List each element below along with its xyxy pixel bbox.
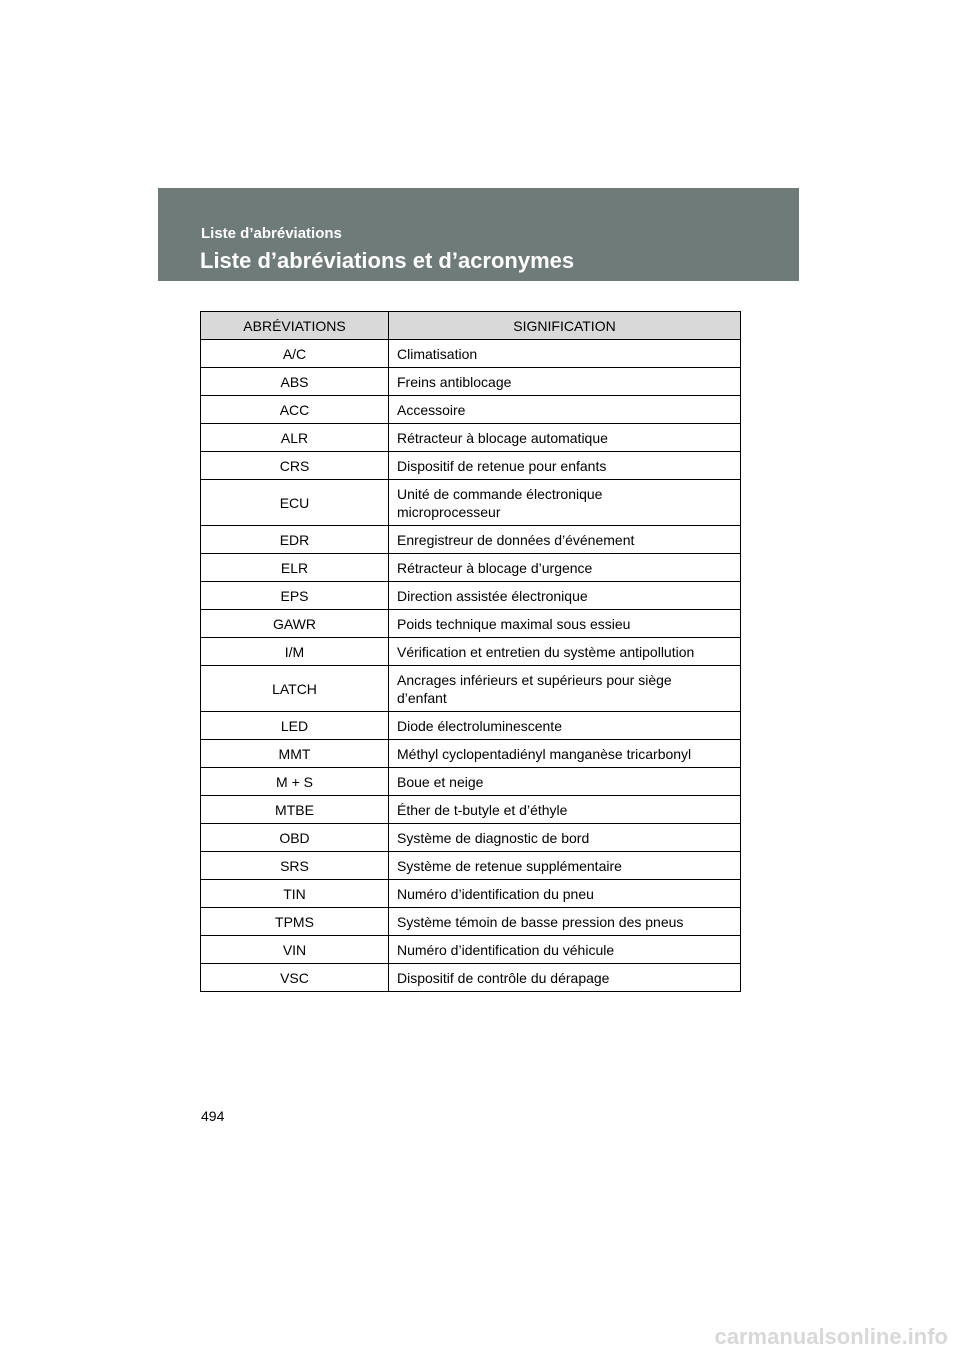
meaning-cell: Méthyl cyclopentadiényl manganèse tricarbonyl — [389, 740, 741, 768]
meaning-cell: Enregistreur de données d’événement — [389, 526, 741, 554]
table-row — [201, 824, 741, 852]
abbreviation-cell: GAWR — [201, 610, 389, 638]
abbreviation-cell: SRS — [201, 852, 389, 880]
table-row — [201, 666, 741, 712]
column-header-signification: SIGNIFICATION — [389, 312, 741, 340]
meaning-cell: Rétracteur à blocage automatique — [389, 424, 741, 452]
table-row — [201, 526, 741, 554]
page-number: 494 — [201, 1108, 225, 1124]
abbreviation-cell: MMT — [201, 740, 389, 768]
abbreviation-cell: EDR — [201, 526, 389, 554]
meaning-cell: Dispositif de contrôle du dérapage — [389, 964, 741, 992]
table-row — [201, 610, 741, 638]
page-title: Liste d’abréviations et d’acronymes — [200, 248, 575, 273]
meaning-cell: Diode électroluminescente — [389, 712, 741, 740]
meaning-cell: Dispositif de retenue pour enfants — [389, 452, 741, 480]
abbreviation-cell: MTBE — [201, 796, 389, 824]
abbreviation-cell: ELR — [201, 554, 389, 582]
table-row — [201, 396, 741, 424]
table-row — [201, 880, 741, 908]
table-row — [201, 480, 741, 526]
table-row — [201, 936, 741, 964]
meaning-cell: Éther de t-butyle et d’éthyle — [389, 796, 741, 824]
meaning-cell: Système de diagnostic de bord — [389, 824, 741, 852]
meaning-cell: Poids technique maximal sous essieu — [389, 610, 741, 638]
table-row — [201, 796, 741, 824]
abbreviation-cell: LATCH — [201, 666, 389, 712]
meaning-cell: Boue et neige — [389, 768, 741, 796]
abbreviation-cell: ECU — [201, 480, 389, 526]
table-row — [201, 554, 741, 582]
table-row — [201, 582, 741, 610]
abbreviation-cell: M + S — [201, 768, 389, 796]
meaning-cell: Rétracteur à blocage d’urgence — [389, 554, 741, 582]
meaning-cell: Numéro d’identification du véhicule — [389, 936, 741, 964]
meaning-cell: Accessoire — [389, 396, 741, 424]
abbreviation-cell: ALR — [201, 424, 389, 452]
column-header-abbreviations: ABRÉVIATIONS — [201, 312, 389, 340]
abbreviation-cell: OBD — [201, 824, 389, 852]
abbreviation-cell: ACC — [201, 396, 389, 424]
section-header-band — [158, 188, 799, 281]
table-row — [201, 852, 741, 880]
table-row — [201, 964, 741, 992]
meaning-cell: Numéro d’identification du pneu — [389, 880, 741, 908]
meaning-cell: Direction assistée électronique — [389, 582, 741, 610]
watermark-text: carmanualsonline.info — [714, 1324, 948, 1349]
table-row — [201, 768, 741, 796]
table-row — [201, 340, 741, 368]
abbreviation-cell: VIN — [201, 936, 389, 964]
abbreviation-cell: TIN — [201, 880, 389, 908]
table-row — [201, 368, 741, 396]
abbreviation-cell: A/C — [201, 340, 389, 368]
meaning-cell: Vérification et entretien du système antipollution — [389, 638, 741, 666]
table-header-row — [201, 312, 741, 340]
meaning-cell: Ancrages inférieurs et supérieurs pour siège d’enfant — [389, 666, 741, 712]
abbreviation-cell: ABS — [201, 368, 389, 396]
meaning-cell: Freins antiblocage — [389, 368, 741, 396]
table-row — [201, 638, 741, 666]
abbreviation-cell: I/M — [201, 638, 389, 666]
table-row — [201, 712, 741, 740]
abbreviation-cell: VSC — [201, 964, 389, 992]
section-label: Liste d’abréviations — [201, 225, 342, 242]
table-row — [201, 908, 741, 936]
abbreviation-cell: EPS — [201, 582, 389, 610]
meaning-cell: Système témoin de basse pression des pneus — [389, 908, 741, 936]
abbreviation-cell: TPMS — [201, 908, 389, 936]
abbreviation-cell: CRS — [201, 452, 389, 480]
meaning-cell: Système de retenue supplémentaire — [389, 852, 741, 880]
meaning-cell: Climatisation — [389, 340, 741, 368]
abbreviations-table — [200, 311, 741, 992]
table-row — [201, 452, 741, 480]
table-row — [201, 740, 741, 768]
abbreviation-cell: LED — [201, 712, 389, 740]
table-row — [201, 424, 741, 452]
meaning-cell: Unité de commande électronique microprocesseur — [389, 480, 741, 526]
